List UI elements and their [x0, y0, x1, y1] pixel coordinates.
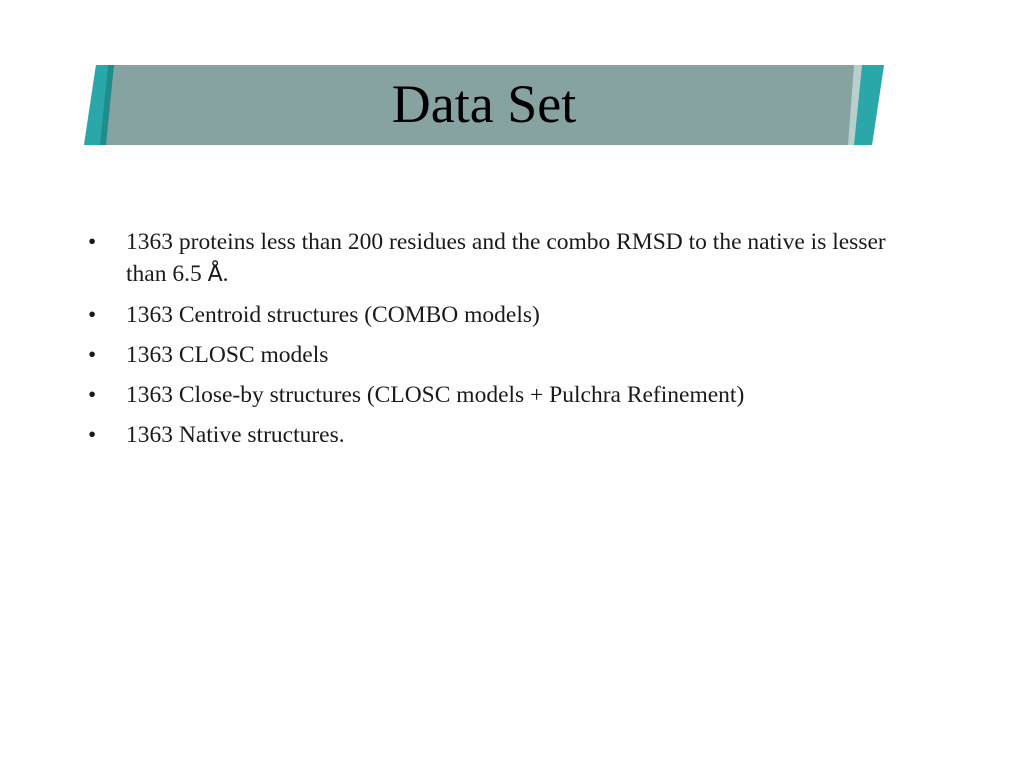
bullet-text: 1363 CLOSC models [126, 342, 329, 368]
bullet-list [84, 226, 894, 459]
bullet-dot: • [88, 422, 97, 448]
title-banner [84, 65, 884, 145]
bullet-dot: • [88, 342, 97, 368]
bullet-text: 1363 Close-by structures (CLOSC models + Pulchra Refinement) [126, 382, 745, 408]
bullet-dot: • [88, 382, 97, 408]
bullet-item [84, 339, 894, 371]
bullet-item [84, 379, 894, 411]
bullet-suffix: . [222, 261, 229, 287]
slide-title: Data Set [391, 74, 577, 134]
bullet-text: 1363 proteins less than 200 residues and the combo RMSD to the native is lesser than 6.5 [126, 229, 886, 287]
bullet-item [84, 226, 894, 291]
bullet-item [84, 299, 894, 331]
bullet-dot: • [88, 302, 97, 328]
bullet-item [84, 419, 894, 451]
bullet-text: 1363 Native structures. [126, 422, 345, 448]
angstrom-unit: Å [207, 262, 223, 287]
bullet-text: 1363 Centroid structures (COMBO models) [126, 302, 540, 328]
bullet-dot: • [88, 229, 97, 255]
